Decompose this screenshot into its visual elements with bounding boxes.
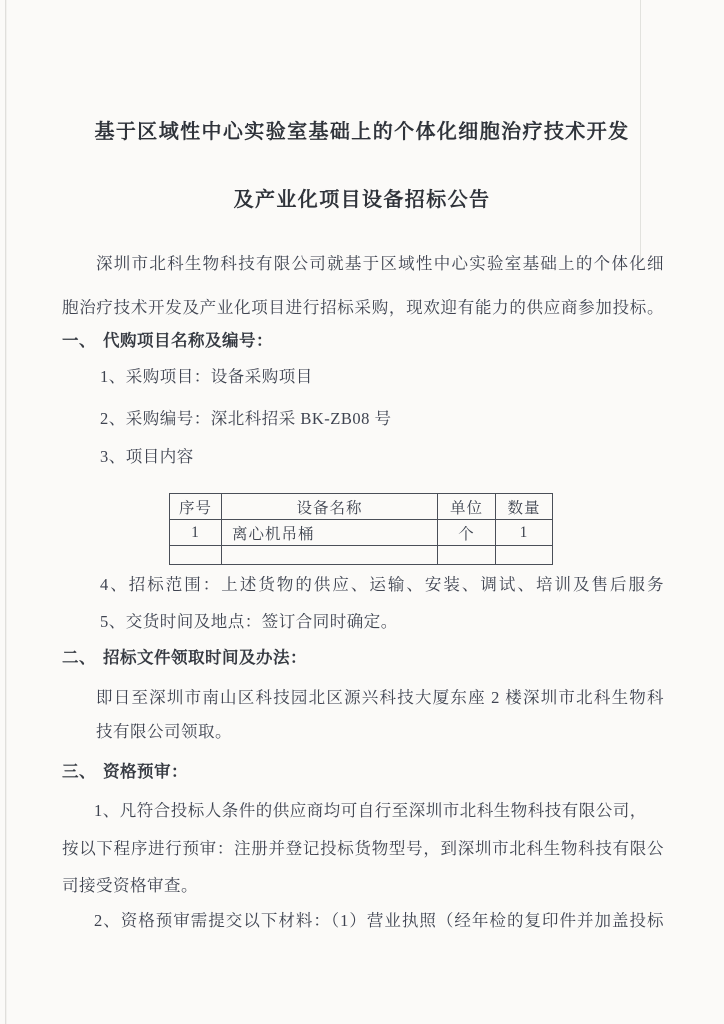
table-cell-equipment-name: 离心机吊桶 — [222, 520, 438, 546]
table-header-seq: 序号 — [170, 494, 222, 520]
equipment-table — [169, 493, 553, 565]
section-1-heading — [62, 331, 664, 351]
table-row — [170, 520, 553, 546]
section-3-heading — [62, 762, 664, 782]
section-1-heading-text: 代购项目名称及编号： — [103, 331, 273, 350]
table-cell-empty — [222, 546, 438, 565]
section-3-para-1-line-2: 按以下程序进行预审：注册并登记投标货物型号，到深圳市北科生物科技有限公 — [62, 839, 664, 858]
section-1-item-1: 1、采购项目：设备采购项目 — [100, 367, 313, 386]
section-3-para-2-line-1: 2、资格预审需提交以下材料：（1）营业执照（经年检的复印件并加盖投标 — [94, 911, 664, 930]
section-2-heading-text: 招标文件领取时间及办法： — [103, 648, 307, 667]
section-3-para-1-line-3: 司接受资格审查。 — [62, 876, 198, 895]
section-1-item-4: 4、招标范围：上述货物的供应、运输、安装、调试、培训及售后服务 — [100, 575, 664, 594]
table-header-equipment-name: 设备名称 — [222, 494, 438, 520]
table-cell-quantity: 1 — [496, 520, 553, 546]
section-1-marker: 一、 — [62, 331, 96, 350]
intro-paragraph-line-2: 胞治疗技术开发及产业化项目进行招标采购，现欢迎有能力的供应商参加投标。 — [62, 298, 664, 317]
section-2-heading — [62, 648, 664, 668]
scan-edge-artifact — [5, 0, 7, 1024]
section-3-heading-text: 资格预审： — [103, 762, 188, 781]
section-2-body-line-2: 技有限公司领取。 — [96, 722, 232, 741]
section-3-para-1-line-1: 1、凡符合投标人条件的供应商均可自行至深圳市北科生物科技有限公司， — [94, 801, 647, 820]
table-row-empty — [170, 546, 553, 565]
section-1-item-3: 3、项目内容 — [100, 447, 194, 466]
section-3-marker: 三、 — [62, 762, 96, 781]
table-cell-empty — [496, 546, 553, 565]
table-cell-empty — [170, 546, 222, 565]
document-title-line-2: 及产业化项目设备招标公告 — [233, 189, 491, 211]
table-cell-empty — [438, 546, 496, 565]
table-header-row — [170, 494, 553, 520]
table-cell-unit: 个 — [438, 520, 496, 546]
section-1-item-2: 2、采购编号：深北科招采 BK-ZB08 号 — [100, 409, 392, 428]
section-2-marker: 二、 — [62, 648, 96, 667]
section-1-item-5: 5、交货时间及地点：签订合同时确定。 — [100, 612, 398, 631]
document-title-line-1: 基于区域性中心实验室基础上的个体化细胞治疗技术开发 — [94, 121, 630, 143]
section-2-body-line-1: 即日至深圳市南山区科技园北区源兴科技大厦东座 2 楼深圳市北科生物科 — [96, 688, 664, 707]
table-header-unit: 单位 — [438, 494, 496, 520]
table-cell-seq: 1 — [170, 520, 222, 546]
table-header-quantity: 数量 — [496, 494, 553, 520]
intro-paragraph-line-1: 深圳市北科生物科技有限公司就基于区域性中心实验室基础上的个体化细 — [96, 254, 664, 273]
